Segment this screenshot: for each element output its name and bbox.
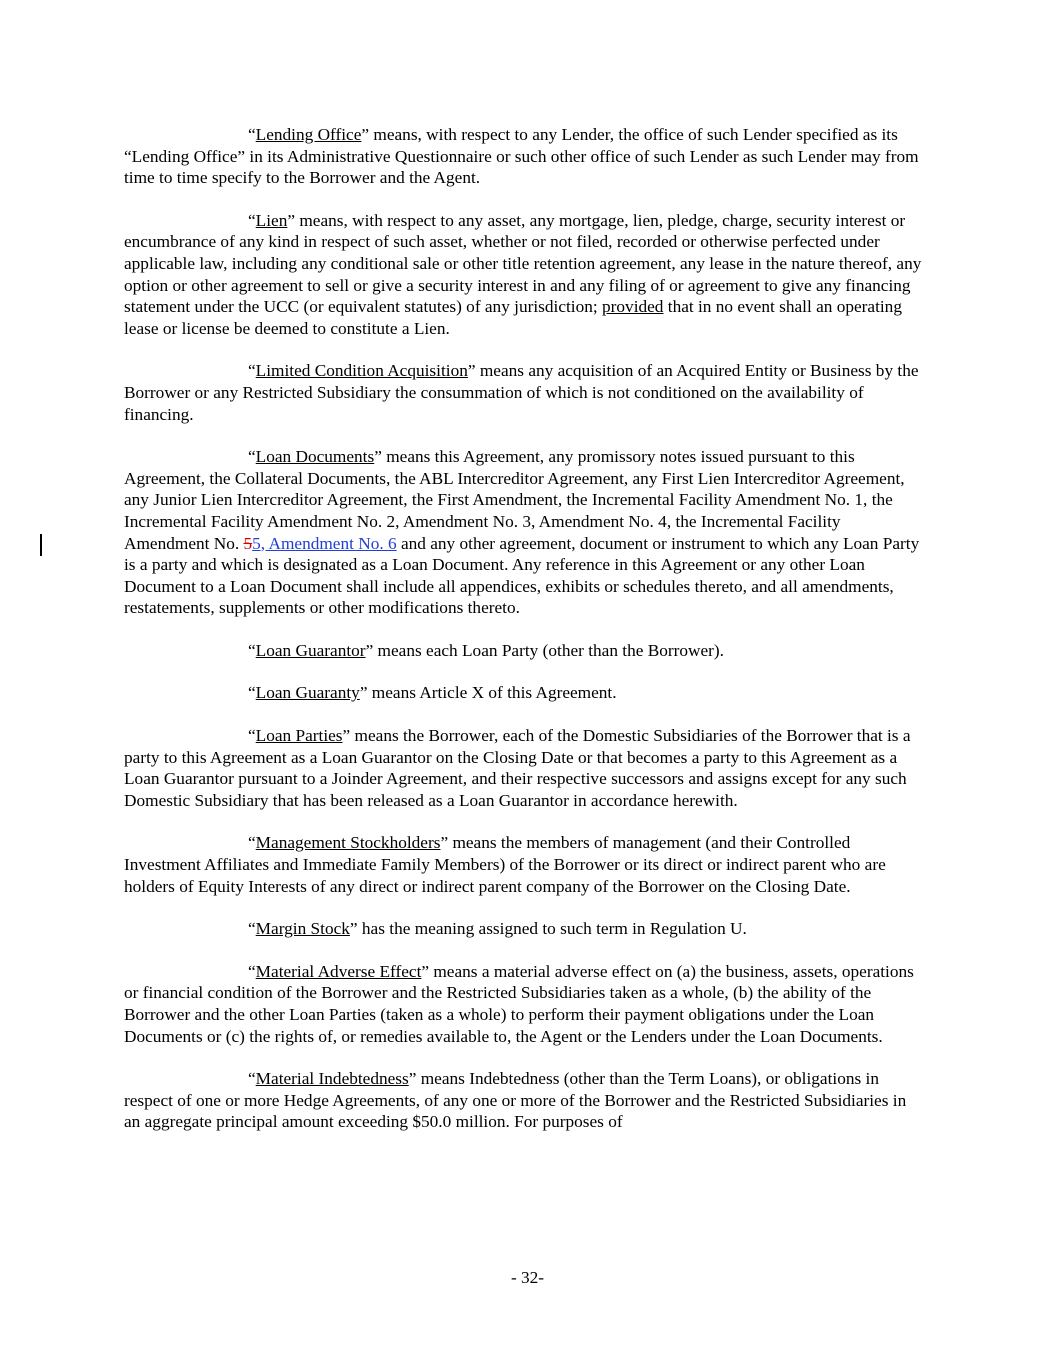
open-quote: “ xyxy=(248,447,256,467)
open-quote: “ xyxy=(248,640,256,660)
open-quote: “ xyxy=(248,919,256,939)
defined-term: Loan Guarantor xyxy=(255,640,366,660)
revision-change-bar xyxy=(40,534,42,556)
definition-text: ” means this Agreement, any promissory notes issued pursuant to this Agreement, the Collateral Documents, the ABL Intercreditor Agreement, any First Lien Intercreditor Agreement, any Junior Lien Intercreditor Agreement, the First Amendment, the Incremental Facility Amendment No. 1, the Incremental Facility Amendment No. 2, Amendment No. 3, Amendment No. 4, the Incremental Facility Amendment No. xyxy=(124,447,905,553)
defined-term: Loan Parties xyxy=(255,726,343,746)
definition-text: ” means each Loan Party (other than the Borrower). xyxy=(365,640,725,660)
proviso-term: provided xyxy=(602,297,664,317)
open-quote: “ xyxy=(248,361,256,381)
definition-text: and any other agreement, document or instrument to which any Loan Party is a party and which is designated as a Loan Document. Any reference in this Agreement or any other Loan Document to a Loan Document shall include all appendices, exhibits or schedules thereto, and all amendments, restatements, supplements or other modifications thereto. xyxy=(124,533,920,618)
definition-text: ” means the Borrower, each of the Domestic Subsidiaries of the Borrower that is a party to this Agreement as a Loan Guarantor on the Closing Date or that becomes a party to this Agreement as a Loan Guarantor pursuant to a Joinder Agreement, and their respective successors and assigns except for any such Domestic Subsidiary that has been released as a Loan Guarantor in accordance herewith. xyxy=(124,726,911,810)
open-quote: “ xyxy=(248,683,256,703)
defined-term: Material Adverse Effect xyxy=(255,961,422,981)
open-quote: “ xyxy=(248,125,256,144)
definition-text: ” means, with respect to any Lender, the office of such Lender specified as its “Lending Office” in its Administrative Questionnaire or such other office of such Lender as such Lender may from time to time specify to the Borrower and the Agent. xyxy=(124,125,919,188)
definition-loan-guaranty xyxy=(124,682,924,704)
definition-lien xyxy=(124,210,924,340)
definition-text: ” means Article X of this Agreement. xyxy=(359,683,617,703)
open-quote: “ xyxy=(248,961,256,981)
definition-loan-parties xyxy=(124,725,924,811)
open-quote: “ xyxy=(248,833,256,853)
defined-term: Lien xyxy=(255,210,288,230)
definition-text: ” means, with respect to any asset, any mortgage, lien, pledge, charge, security interest or encumbrance of any kind in respect of such asset, whether or not filed, recorded or otherwise perfected under applicable law, including any conditional sale or other title retention agreement, any lease in the nature thereof, any option or other agreement to sell or give a security interest in and any filing of or agreement to give any financing statement under the UCC (or equivalent statutes) of any jurisdiction; xyxy=(124,210,922,317)
open-quote: “ xyxy=(248,210,256,230)
defined-term: Management Stockholders xyxy=(255,833,441,853)
definition-lending-office xyxy=(124,124,924,189)
definition-text: ” means a material adverse effect on (a) the business, assets, operations or financial condition of the Borrower and the Restricted Subsidiaries taken as a whole, (b) the ability of the Borrower and the other Loan Parties (taken as a whole) to perform their payment obligations under the Loan Documents or (c) the rights of, or remedies available to, the Agent or the Lenders under the Loan Documents. xyxy=(124,961,914,1046)
open-quote: “ xyxy=(248,726,256,746)
defined-term: Loan Documents xyxy=(255,447,375,467)
definition-margin-stock xyxy=(124,918,924,940)
definition-material-indebtedness xyxy=(124,1068,924,1133)
definition-text: ” means any acquisition of an Acquired Entity or Business by the Borrower or any Restricted Subsidiary the consummation of which is not conditioned on the availability of financing. xyxy=(124,361,919,424)
definition-limited-condition-acquisition xyxy=(124,360,924,425)
defined-term: Material Indebtedness xyxy=(255,1069,409,1089)
definition-text: that in no event shall an operating lease or license be deemed to constitute a Lien. xyxy=(124,297,902,338)
definition-management-stockholders xyxy=(124,832,924,897)
definition-material-adverse-effect xyxy=(124,961,924,1047)
definition-text: ” has the meaning assigned to such term in Regulation U. xyxy=(349,919,747,939)
definition-loan-guarantor xyxy=(124,640,924,662)
page-number: - 32- xyxy=(510,1268,545,1287)
deleted-text: 5 xyxy=(243,533,253,553)
definition-text: ” means the members of management (and their Controlled Investment Affiliates and Immediate Family Members) of the Borrower or its direct or indirect parent who are holders of Equity Interests of any direct or indirect parent company of the Borrower on the Closing Date. xyxy=(124,833,886,896)
open-quote: “ xyxy=(248,1069,256,1089)
defined-term: Lending Office xyxy=(255,125,362,144)
definition-text: ” means Indebtedness (other than the Term Loans), or obligations in respect of one or more Hedge Agreements, of any one or more of the Borrower and the Restricted Subsidiaries in an aggregate principal amount exceeding $50.0 million. For purposes of xyxy=(124,1069,907,1132)
definition-loan-documents xyxy=(124,446,924,619)
inserted-text: 5, Amendment No. 6 xyxy=(252,533,397,553)
defined-term: Loan Guaranty xyxy=(255,683,360,703)
document-page xyxy=(124,124,924,1154)
defined-term: Limited Condition Acquisition xyxy=(255,361,468,381)
defined-term: Margin Stock xyxy=(255,919,350,939)
